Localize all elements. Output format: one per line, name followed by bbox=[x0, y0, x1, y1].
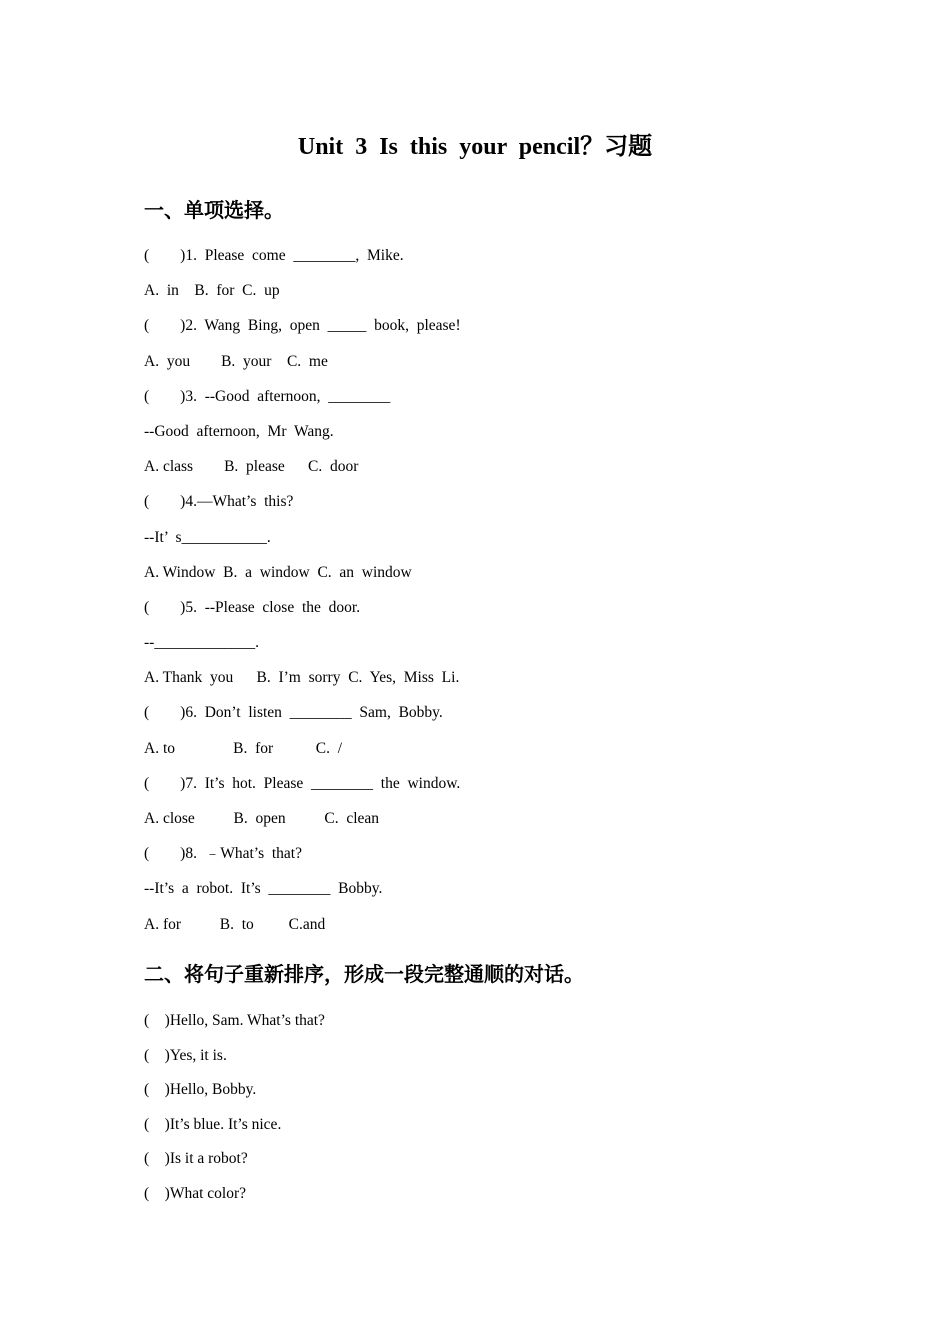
section-2-sentences bbox=[144, 1011, 325, 1218]
section-2-heading: 二、将句子重新排序，形成一段完整通顺的对话。 bbox=[144, 964, 584, 986]
text-line: A. for B. to C.and bbox=[144, 915, 326, 933]
text-line: ( )2. Wang Bing, open _____ book, please! bbox=[144, 317, 461, 335]
text-line: ( )3. --Good afternoon, ________ bbox=[144, 387, 391, 405]
text-line: A. you B. your C. me bbox=[144, 352, 328, 370]
text-line: --_____________. bbox=[144, 634, 259, 652]
text-line: ( )6. Don’t listen ________ Sam, Bobby. bbox=[144, 704, 443, 722]
section-1-questions bbox=[144, 246, 461, 950]
text-line: ( )7. It’s hot. Please ________ the window. bbox=[144, 774, 461, 792]
text-line: ( )5. --Please close the door. bbox=[144, 598, 361, 616]
text-line: ( )Hello, Sam. What’s that? bbox=[144, 1012, 325, 1029]
text-line: A. Thank you B. I’m sorry C. Yes, Miss Li. bbox=[144, 669, 460, 687]
text-line: ( )Yes, it is. bbox=[144, 1046, 227, 1064]
text-line: ( )8. ﹣What’s that? bbox=[144, 845, 302, 863]
text-line: ( )Hello, Bobby. bbox=[144, 1081, 257, 1098]
text-line: ( )It’s blue. It’s nice. bbox=[144, 1115, 282, 1133]
text-line: ( )1. Please come ________, Mike. bbox=[144, 247, 404, 264]
text-line: --It’ s___________. bbox=[144, 528, 271, 546]
section-1-heading: 一、单项选择。 bbox=[144, 200, 284, 222]
text-line: A. class B. please C. door bbox=[144, 458, 359, 476]
text-line: ( )4.—What’s this? bbox=[144, 493, 294, 511]
text-line: A. Window B. a window C. an window bbox=[144, 563, 412, 581]
text-line: ( )Is it a robot? bbox=[144, 1150, 248, 1167]
text-line: ( )What color? bbox=[144, 1184, 246, 1202]
text-line: --Good afternoon, Mr Wang. bbox=[144, 422, 334, 440]
text-line: --It’s a robot. It’s ________ Bobby. bbox=[144, 880, 383, 898]
text-line: A. to B. for C. / bbox=[144, 739, 343, 757]
page-title: Unit 3 Is this your pencil？习题 bbox=[297, 134, 653, 160]
text-line: A. in B. for C. up bbox=[144, 282, 280, 300]
text-line: A. close B. open C. clean bbox=[144, 810, 380, 827]
